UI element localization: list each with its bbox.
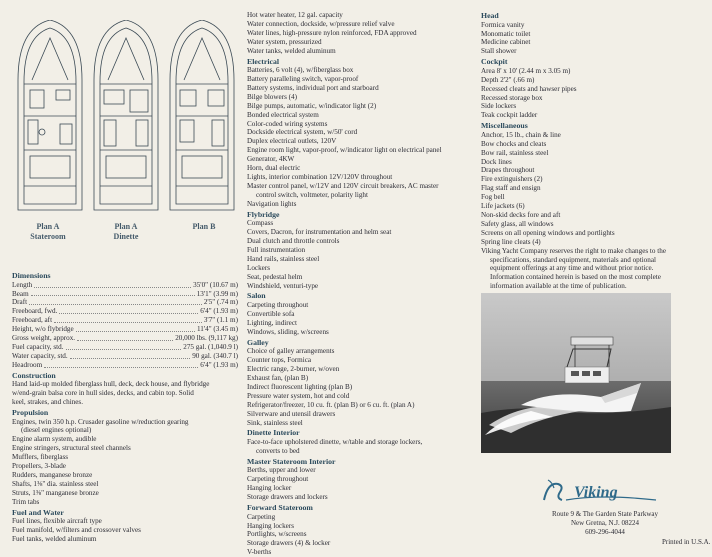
plan-label-3 [172,222,236,232]
propulsion-heading: Propulsion [12,407,49,417]
master-stateroom-item: Carpeting throughout [247,475,309,484]
column-2 [247,11,475,557]
flybridge-item: Compass [247,219,274,228]
dimension-label: Headroom [12,360,43,369]
salon-heading: Salon [247,291,266,301]
dimension-value: 2'5" (.74 m) [203,298,238,307]
plan-label-1-line2: Stateroom [30,232,66,241]
dinette-item: converts to bed [256,446,300,455]
electrical-list [247,66,475,209]
water-list [247,11,475,56]
dinette-item: Face-to-face upholstered dinette, w/table and storage lockers, [247,438,423,447]
printed-in-usa: Printed in U.S.A. [662,538,711,546]
construction-text [12,380,238,407]
galley-heading: Galley [247,337,269,347]
cockpit-item: Side lockers [481,102,517,111]
disclaimer [481,247,706,292]
miscellaneous-item: Bow rail, stainless steel [481,148,549,157]
forward-stateroom-list [247,513,475,557]
dotted-leader [76,325,195,332]
address-line-2: New Gretna, N.J. 08224 [570,518,640,527]
dotted-leader [31,290,195,297]
galley-item: Pressure water system, hot and cold [247,391,350,400]
viking-logo-text: Viking [574,484,618,501]
salon-item: Lighting, indirect [247,318,297,327]
construction-line: Hand laid-up molded fiberglass hull, deck, deck house, and flybridge [12,380,210,389]
dimension-value: 6'4" (1.93 m) [200,307,238,316]
disclaimer-line: information available at the time of publication. [490,282,627,291]
water-item: Water system, pressurized [247,37,322,46]
flybridge-item: Dual clutch and throttle controls [247,237,340,246]
yacht-photo-image [481,293,671,453]
electrical-item: Lights, interior combination 12V/120V throughout [247,173,393,181]
cockpit-item: Recessed cleats and hawser pipes [481,84,577,93]
disclaimer-line: equipment offerings at any time and without prior notice. [490,264,654,273]
plan-label-2-line1: Plan A [114,222,138,231]
dotted-leader [29,298,202,305]
miscellaneous-heading: Miscellaneous [481,121,528,131]
plan-b-hull [170,20,234,210]
flybridge-item: Full instrumentation [247,245,306,254]
propulsion-item: Shafts, 1⅜" dia. stainless steel [12,479,99,488]
miscellaneous-item: Fog bell [481,193,505,202]
propulsion-item: Struts, 1⅜" manganese bronze [12,488,99,497]
propulsion-item: Rudders, manganese bronze [12,471,93,479]
electrical-item: control switch, voltmeter, polarity light [256,190,368,199]
cockpit-item: Teak cockpit ladder [481,111,538,120]
miscellaneous-item: Screens on all opening windows and portlights [481,228,615,237]
propulsion-item: Engine stringers, structural steel channels [12,444,131,453]
master-stateroom-item: Hanging locker [247,484,292,493]
propulsion-item: Propellers, 3-blade [12,462,66,471]
electrical-item: Battery systems, individual port and starboard [247,83,379,92]
miscellaneous-item: Life jackets (6) [481,202,525,211]
dimension-row [12,334,238,343]
forward-stateroom-item: Hanging lockers [247,521,294,530]
viking-seahorse-logo-icon [540,478,660,506]
electrical-item: Generator, 4KW [247,155,295,164]
miscellaneous-item: Anchor, 15 lb., chain & line [481,130,561,139]
plan-a-stateroom-hull [18,20,82,210]
dimension-label: Fuel capacity, std. [12,342,64,351]
plan-a-dinette-hull [94,20,158,210]
dimension-row [12,343,238,352]
dimension-label: Freeboard, fwd. [12,307,58,316]
dotted-leader [66,343,182,350]
floor-plans-drawing [12,20,244,220]
dimension-label: Beam [12,289,29,298]
electrical-item: Batteries, 6 volt (4), w/fiberglass box [247,66,354,75]
dotted-leader [70,352,191,359]
dimensions-table [12,281,238,370]
head-item: Stall shower [481,47,517,56]
address-line-1: Route 9 & The Garden State Parkway [551,510,658,518]
galley-item: Electric range, 2-burner, w/oven [247,365,340,374]
dimension-row [12,307,238,316]
miscellaneous-item: Bow chocks and cleats [481,139,547,148]
dimension-value: 11'4" (3.45 m) [196,325,238,334]
electrical-item: Color-coded wiring systems [247,119,328,128]
yacht-photo [481,293,671,453]
electrical-item: Navigation lights [247,199,297,208]
dimension-label: Height, w/o flybridge [12,325,74,334]
electrical-item: Bilge blowers (4) [247,92,297,101]
fuel-water-item: Fuel manifold, w/filters and crossover valves [12,526,141,535]
electrical-item: Battery paralleling switch, vapor-proof [247,75,359,84]
galley-item: Choice of galley arrangements [247,347,335,356]
miscellaneous-item: Drapes throughout [481,166,535,175]
forward-stateroom-heading: Forward Stateroom [247,503,313,513]
flybridge-list [247,219,475,290]
water-item: Water tanks, welded aluminum [247,46,336,55]
galley-item: Sink, stainless steel [247,418,303,427]
dimension-label: Length [12,280,33,289]
dimension-row [12,361,238,370]
head-item: Formica vanity [481,20,525,29]
dimension-value: 13'1" (3.99 m) [196,289,238,298]
dotted-leader [34,281,191,288]
cockpit-item: Area 8' x 10' (2.44 m x 3.05 m) [481,66,571,75]
electrical-item: Bonded electrical system [247,110,319,119]
dimension-value: 6'4" (1.93 m) [200,360,238,369]
miscellaneous-item: Safety glass, all windows [481,219,554,228]
master-stateroom-heading: Master Stateroom Interior [247,456,336,466]
dimension-value: 90 gal. (340.7 l) [192,351,238,360]
construction-line: w/end-grain balsa core in hull sides, decks, and cabin top. Solid [12,389,194,398]
dotted-leader [59,307,198,314]
dimensions-heading: Dimensions [12,271,51,280]
dimension-row [12,290,238,299]
head-item: Monomatic toilet [481,29,531,38]
head-heading: Head [481,11,499,20]
dimension-label: Freeboard, aft [12,316,53,325]
flybridge-item: Seat, pedestal helm [247,272,303,281]
master-stateroom-list [247,466,475,502]
column-3 [481,11,706,291]
galley-list [247,347,475,427]
address-phone: 609-296-4044 [585,527,625,536]
plan-label-1 [16,222,80,242]
head-item: Medicine cabinet [481,38,531,47]
cockpit-list [481,67,706,120]
miscellaneous-item: Dock lines [481,157,512,166]
water-item: Hot water heater, 12 gal. capacity [247,11,343,19]
propulsion-item: Engines, twin 350 h.p. Crusader gasoline w/reduction gearing [12,417,189,426]
dimension-row [12,298,238,307]
forward-stateroom-item: Portlights, w/screens [247,530,307,539]
master-stateroom-item: Storage drawers and lockers [247,493,328,502]
plan-label-1-line1: Plan A [36,222,60,231]
fuel-water-list [12,517,238,544]
forward-stateroom-item: Carpeting [247,512,276,521]
salon-item: Carpeting throughout [247,301,309,310]
cockpit-item: Depth 2'2" (.66 m) [481,75,535,84]
construction-heading: Construction [12,370,56,380]
water-item: Water lines, high-pressure nylon reinforced, FDA approved [247,28,417,37]
electrical-item: Duplex electrical outlets, 120V [247,137,337,146]
salon-item: Windows, sliding, w/screens [247,327,329,336]
propulsion-item: Mufflers, fiberglass [12,453,69,462]
dimension-value: 3'7" (1.1 m) [203,316,238,325]
miscellaneous-item: Non-skid decks fore and aft [481,211,561,219]
flybridge-item: Hand rails, stainless steel [247,254,320,263]
disclaimer-line: specifications, standard equipment, materials and optional [490,255,656,264]
dimension-row [12,281,238,290]
floor-plans [12,20,244,220]
electrical-item: Engine room light, vapor-proof, w/indicator light on electrical panel [247,146,442,155]
propulsion-item: (diesel engines optional) [21,426,92,435]
viking-logo [540,478,660,506]
galley-item: Indirect fluorescent lighting (plan B) [247,382,353,391]
dinette-list [247,438,475,456]
electrical-item: Dockside electrical system, w/50' cord [247,128,358,137]
dimension-row [12,316,238,325]
plan-label-2 [94,222,158,242]
flybridge-heading: Flybridge [247,209,280,219]
dimension-label: Draft [12,298,28,307]
flybridge-item: Lockers [247,263,270,272]
galley-item: Exhaust fan, (plan B) [247,374,309,382]
disclaimer-line: Information contained herein is based on the most complete [490,273,661,282]
disclaimer-line: Viking Yacht Company reserves the right to make changes to the [481,246,666,255]
fuel-water-item: Fuel lines, flexible aircraft type [12,517,102,526]
miscellaneous-item: Fire extinguishers (2) [481,175,543,184]
company-address [510,510,700,536]
dimension-label: Gross weight, approx. [12,334,76,343]
fuel-water-item: Fuel tanks, welded aluminum [12,535,97,544]
dimension-value: 275 gal. (1,040.9 l) [183,342,238,351]
plan-label-3-line1: Plan B [192,222,216,231]
electrical-heading: Electrical [247,56,280,66]
dimension-label: Water capacity, std. [12,351,68,360]
galley-item: Silverware and utensil drawers [247,409,336,418]
forward-stateroom-item: Storage drawers (4) & locker [247,539,331,548]
column-1 [12,271,238,544]
cockpit-heading: Cockpit [481,57,508,67]
electrical-item: Horn, dual electric [247,164,301,173]
galley-item: Refrigerator/freezer, 10 cu. ft. (plan B) or 6 cu. ft. (plan A) [247,400,415,409]
salon-item: Convertible sofa [247,309,295,318]
water-item: Water connection, dockside, w/pressure relief valve [247,19,395,28]
miscellaneous-item: Flag staff and ensign [481,184,541,193]
plan-label-2-line2: Dinette [113,232,139,241]
dotted-leader [54,316,202,323]
miscellaneous-item: Spring line cleats (4) [481,237,541,246]
master-stateroom-item: Berths, upper and lower [247,466,316,475]
salon-list [247,301,475,337]
dotted-leader [44,361,198,368]
propulsion-item: Trim tabs [12,497,40,506]
dimension-value: 20,000 lbs. (9,117 kg) [175,334,238,343]
head-list [481,21,706,57]
miscellaneous-list [481,131,706,247]
dotted-leader [77,334,173,341]
dimension-row [12,325,238,334]
propulsion-list [12,418,238,507]
cockpit-item: Recessed storage box [481,93,543,102]
electrical-item: Master control panel, w/12V and 120V circuit breakers, AC master [247,181,439,190]
construction-line: keel, strakes, and chines. [12,398,83,407]
forward-stateroom-item: V-berths [247,548,272,557]
dimension-row [12,352,238,361]
galley-item: Counter tops, Formica [247,356,312,365]
propulsion-item: Engine alarm system, audible [12,435,97,444]
flybridge-item: Windshield, venturi-type [247,281,319,290]
dinette-heading: Dinette Interior [247,428,300,438]
electrical-item: Bilge pumps, automatic, w/indicator light (2) [247,101,377,110]
flybridge-item: Covers, Dacron, for instrumentation and helm seat [247,228,392,237]
dimension-value: 35'0" (10.67 m) [193,280,238,289]
fuel-water-heading: Fuel and Water [12,507,64,517]
